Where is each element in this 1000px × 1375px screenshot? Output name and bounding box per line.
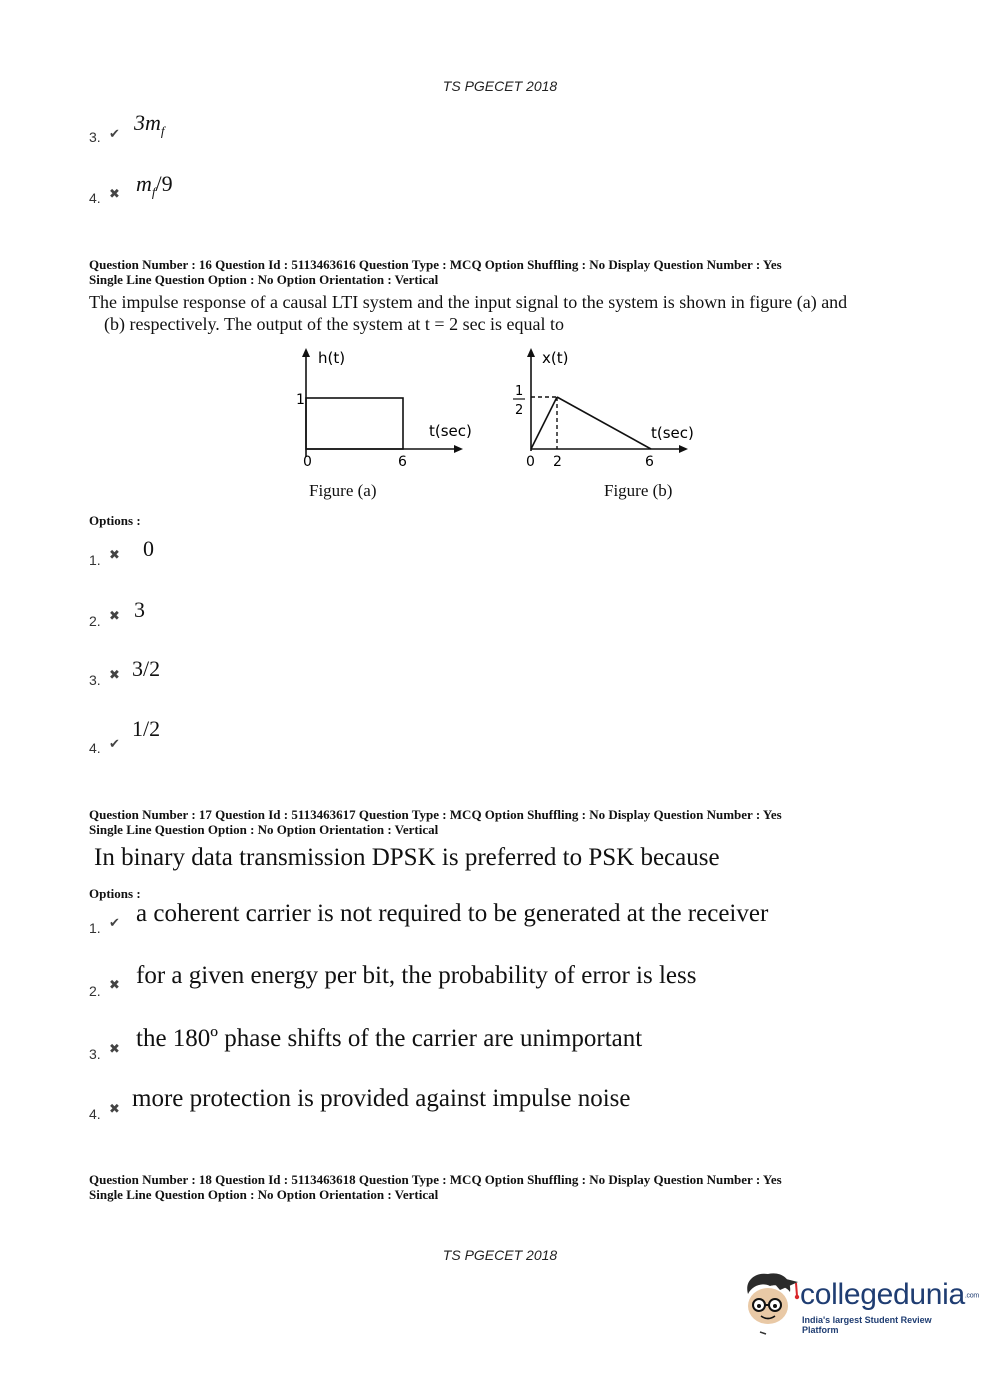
figure-a-x-tick-0: 0 bbox=[303, 454, 312, 470]
figure-a-impulse-response bbox=[280, 345, 480, 475]
figure-b-x-tick-2: 2 bbox=[553, 454, 562, 470]
logo-tagline: India's largest Student Review Platform bbox=[802, 1315, 932, 1335]
option-number: 4. bbox=[89, 1106, 101, 1122]
option-text: 0 bbox=[143, 536, 154, 561]
option-text: 1/2 bbox=[132, 716, 161, 741]
figure-b-y-tick-num: 1 bbox=[515, 384, 524, 399]
figure-b-y-tick-den: 2 bbox=[515, 403, 524, 418]
wrong-cross-icon: ✖ bbox=[109, 1102, 120, 1117]
correct-check-icon: ✔ bbox=[109, 737, 120, 752]
option-text: $m_f/9$ bbox=[136, 171, 173, 200]
figure-b-xlabel: t(sec) bbox=[651, 424, 694, 442]
question-meta: Question Number : 18 Question Id : 5113463618 Question Type : MCQ Option Shuffling : No Display Question Number : Yes Single Line Question Option : No Option Orientation : Vertical bbox=[89, 1172, 782, 1202]
option-number: 1. bbox=[89, 920, 101, 936]
figure-a-x-tick-6: 6 bbox=[398, 454, 407, 470]
option-number: 2. bbox=[89, 983, 101, 999]
figure-a-y-tick: 1 bbox=[296, 392, 305, 408]
impulse-response-rect bbox=[306, 398, 403, 449]
option-number: 4. bbox=[89, 190, 101, 206]
wrong-cross-icon: ✖ bbox=[109, 548, 120, 563]
signal-fall bbox=[557, 397, 651, 449]
options-label: Options : bbox=[89, 886, 141, 901]
y-axis-arrow bbox=[527, 348, 535, 357]
figure-b-caption: Figure (b) bbox=[604, 481, 673, 500]
mascot-icon bbox=[740, 1268, 800, 1338]
option-number: 3. bbox=[89, 672, 101, 688]
option-number: 2. bbox=[89, 613, 101, 629]
question-text-line: (b) respectively. The output of the system at t = 2 sec is equal to bbox=[104, 314, 565, 334]
collegedunia-logo bbox=[740, 1268, 979, 1338]
figure-b-x-tick-0: 0 bbox=[526, 454, 535, 470]
question-text: In binary data transmission DPSK is preferred to PSK because bbox=[94, 844, 720, 871]
logo-wordmark: collegedunia.com bbox=[800, 1278, 979, 1311]
option-number: 4. bbox=[89, 740, 101, 756]
correct-check-icon: ✔ bbox=[109, 127, 120, 142]
wrong-cross-icon: ✖ bbox=[109, 668, 120, 683]
figure-b-x-tick-6: 6 bbox=[645, 454, 654, 470]
y-axis-arrow bbox=[302, 348, 310, 357]
question-meta: Question Number : 17 Question Id : 5113463617 Question Type : MCQ Option Shuffling : No Display Question Number : Yes Single Line Question Option : No Option Orientation : Vertical bbox=[89, 807, 782, 837]
figure-b-input-signal bbox=[505, 345, 705, 475]
figure-a-caption: Figure (a) bbox=[309, 481, 377, 500]
signal-rise bbox=[531, 397, 557, 449]
wrong-cross-icon: ✖ bbox=[109, 1042, 120, 1057]
x-axis-arrow bbox=[679, 445, 688, 453]
option-number: 3. bbox=[89, 129, 101, 145]
page-footer: TS PGECET 2018 bbox=[442, 1247, 558, 1263]
x-axis-arrow bbox=[454, 445, 463, 453]
figure-a-xlabel: t(sec) bbox=[429, 422, 472, 440]
option-text: 3 bbox=[134, 597, 145, 622]
wrong-cross-icon: ✖ bbox=[109, 978, 120, 993]
figure-a-ylabel: h(t) bbox=[318, 349, 346, 367]
question-meta: Question Number : 16 Question Id : 5113463616 Question Type : MCQ Option Shuffling : No Display Question Number : Yes Single Line Question Option : No Option Orientation : Vertical bbox=[89, 257, 782, 287]
wrong-cross-icon: ✖ bbox=[109, 187, 120, 202]
option-text: more protection is provided against impulse noise bbox=[132, 1085, 631, 1112]
option-number: 1. bbox=[89, 552, 101, 568]
option-text: $3m_f$ bbox=[134, 110, 165, 139]
option-text: the 180º phase shifts of the carrier are unimportant bbox=[136, 1025, 643, 1052]
correct-check-icon: ✔ bbox=[109, 916, 120, 931]
option-text: 3/2 bbox=[132, 656, 161, 681]
page-header: TS PGECET 2018 bbox=[442, 78, 558, 94]
options-label: Options : bbox=[89, 513, 141, 528]
figure-b-ylabel: x(t) bbox=[542, 349, 569, 367]
option-text: a coherent carrier is not required to be generated at the receiver bbox=[136, 900, 769, 927]
wrong-cross-icon: ✖ bbox=[109, 609, 120, 624]
question-text-line: The impulse response of a causal LTI system and the input signal to the system is shown in figure (a) and bbox=[89, 292, 848, 312]
option-number: 3. bbox=[89, 1046, 101, 1062]
option-text: for a given energy per bit, the probability of error is less bbox=[136, 962, 697, 989]
